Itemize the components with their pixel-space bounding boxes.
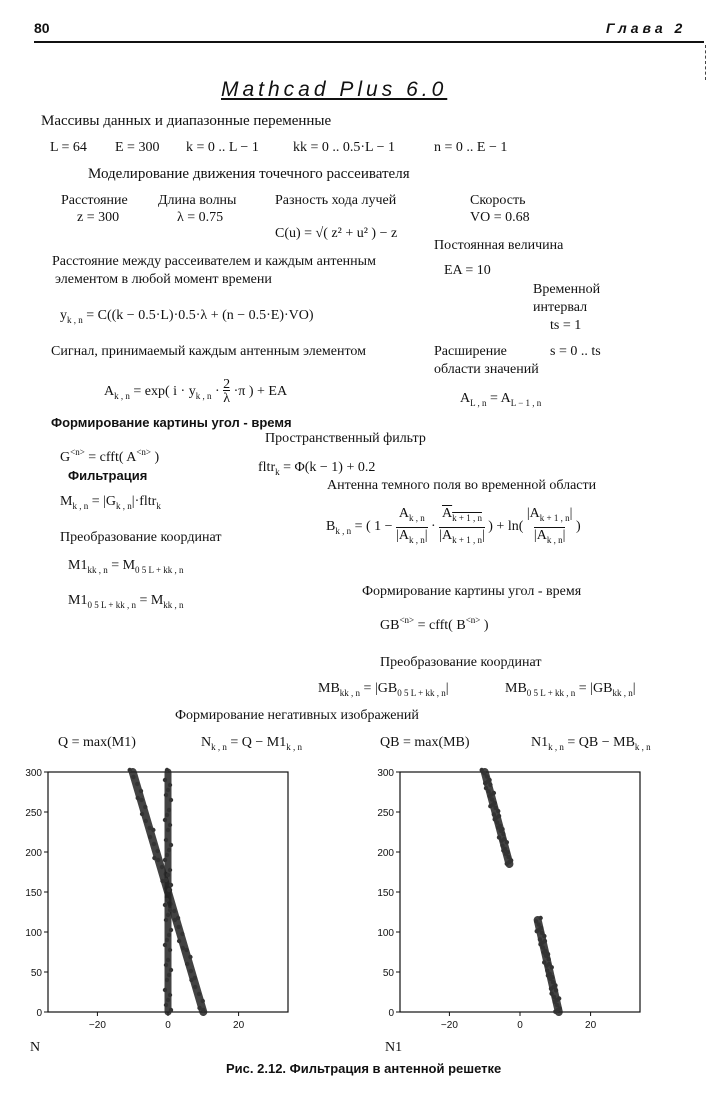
x-tick-label: 0: [517, 1020, 523, 1031]
data-point: [164, 878, 168, 882]
data-point: [163, 778, 167, 782]
extension-label-2: области значений: [434, 362, 539, 377]
section-distance-2: элементом в любой момент времени: [55, 272, 272, 287]
data-point: [168, 868, 172, 872]
data-point: [538, 916, 542, 920]
y-tick-label: 0: [388, 1008, 394, 1019]
data-point: [169, 928, 173, 932]
plot-frame: [400, 772, 640, 1012]
data-point: [168, 948, 172, 952]
data-point: [496, 809, 500, 813]
distance-label: Расстояние: [61, 193, 128, 208]
y-tick-label: 300: [25, 768, 42, 779]
data-point: [543, 939, 547, 943]
data-point: [169, 883, 173, 887]
time-interval-label-2: интервал: [533, 300, 588, 315]
data-point: [550, 965, 554, 969]
data-point: [169, 1008, 173, 1012]
y-tick-label: 100: [377, 928, 394, 939]
formula-k: k = 0 .. L − 1: [186, 140, 259, 155]
formula-cu: C(u) = √( z² + u² ) − z: [275, 226, 398, 241]
data-point: [501, 832, 505, 836]
data-point: [167, 848, 171, 852]
data-point: [166, 788, 170, 792]
formula-M1b: $M1_{0 5 L + kk , n} = M_{kk , n}$: [68, 593, 184, 610]
formula-N1: $N1_{k , n}$ = QB − $MB_{k , n}$: [531, 735, 651, 752]
data-point: [136, 796, 140, 800]
data-point: [164, 838, 168, 842]
formula-GB: $GB^{<n>}$ = cfft( $B^{<n>}$ ): [380, 615, 489, 633]
x-tick-label: 20: [233, 1020, 245, 1031]
y-tick-label: 100: [25, 928, 42, 939]
data-point: [131, 775, 135, 779]
data-point: [147, 826, 151, 830]
data-point: [167, 808, 171, 812]
data-point: [143, 805, 147, 809]
data-point: [189, 969, 193, 973]
data-point: [177, 939, 181, 943]
data-point: [488, 783, 492, 787]
data-point: [165, 978, 169, 982]
data-point: [163, 858, 167, 862]
data-point: [156, 858, 160, 862]
data-point: [163, 818, 167, 822]
data-point: [556, 1008, 560, 1012]
data-point: [164, 1003, 168, 1007]
data-point: [164, 793, 168, 797]
formula-fltr: fltr$_k$ = Φ(k − 1) + 0.2: [258, 460, 376, 477]
data-point: [152, 842, 156, 846]
section-filtration: Фильтрация: [68, 468, 148, 483]
data-point: [167, 888, 171, 892]
data-point: [163, 903, 167, 907]
data-point: [173, 918, 177, 922]
x-tick-label: −20: [88, 1020, 106, 1031]
data-point: [201, 1008, 205, 1012]
formula-MB2: $MB_{0 5 L + kk , n} = |GB_{kk , n}|$: [505, 681, 636, 698]
time-interval-label-1: Временной: [533, 282, 601, 297]
data-point: [165, 853, 169, 857]
formula-M1a: $M1_{kk , n} = M_{0 5 L + kk , n}$: [68, 558, 184, 575]
data-point: [201, 999, 205, 1003]
data-point: [165, 938, 169, 942]
data-point: [139, 789, 143, 793]
data-point: [152, 856, 156, 860]
tool-title: Mathcad Plus 6.0: [221, 78, 448, 101]
data-point: [546, 957, 550, 961]
extension-label-1: Расширение: [434, 344, 507, 359]
data-point: [165, 813, 169, 817]
y-tick-label: 250: [25, 808, 42, 819]
data-point: [172, 909, 176, 913]
data-point: [139, 798, 143, 802]
data-point: [168, 908, 172, 912]
section-picture-2: Формирование картины угол - время: [362, 584, 582, 599]
section-signal: Сигнал, принимаемый каждым антенным элементом: [51, 344, 367, 359]
chart-right: [370, 760, 670, 1060]
chart-left-xlabel: N: [30, 1040, 41, 1055]
x-tick-label: −20: [440, 1020, 458, 1031]
section-coord-1: Преобразование координат: [60, 530, 222, 545]
y-tick-label: 200: [377, 848, 394, 859]
formula-s: s = 0 .. ts: [550, 344, 601, 359]
data-point: [507, 860, 511, 864]
formula-z: z = 300: [77, 210, 120, 225]
data-point: [166, 828, 170, 832]
data-point: [166, 873, 170, 877]
data-point: [166, 998, 170, 1002]
chart-right-xlabel: N1: [385, 1040, 403, 1055]
y-tick-label: 300: [377, 768, 394, 779]
section-negative: Формирование негативных изображений: [175, 708, 419, 723]
data-point: [140, 812, 144, 816]
section-distance: Расстояние между рассеивателем и каждым антенным: [52, 254, 376, 269]
data-point: [163, 988, 167, 992]
data-point: [193, 985, 197, 989]
data-point: [542, 934, 546, 938]
data-point: [492, 791, 496, 795]
data-point: [160, 865, 164, 869]
section-coord-2: Преобразование координат: [380, 655, 542, 670]
formula-G: $G^{<n>}$ = cfft( $A^{<n>}$ ): [60, 447, 160, 465]
data-point: [557, 996, 561, 1000]
formula-ts: ts = 1: [550, 318, 582, 333]
data-point: [180, 932, 184, 936]
data-point: [167, 933, 171, 937]
formula-vo: VO = 0.68: [470, 210, 530, 225]
data-point: [168, 993, 172, 997]
header-rule: [34, 41, 704, 43]
data-point: [164, 918, 168, 922]
data-point: [169, 843, 173, 847]
formula-B: $B_{k , n}$ = ( $1 - \frac{A_{k , n}}{|A_{k , n}|} \cdot \frac{A_{k + 1 , n}}{|A_{k + 1 , n}|}$ ) + $\ln( \frac{|A_{k + 1 , n}|}{|A_{k , n}|}$ ): [326, 506, 581, 545]
formula-kk: kk = 0 .. 0.5·L − 1: [293, 140, 395, 155]
data-point: [197, 992, 201, 996]
section-dark-field: Антенна темного поля во временной области: [327, 478, 597, 493]
formula-N: $N_{k , n} = Q - M1_{k , n}$: [201, 735, 302, 752]
data-point: [164, 963, 168, 967]
y-tick-label: 250: [377, 808, 394, 819]
formula-A-ext: $A_{L , n} = A_{L - 1 , n}$: [460, 391, 542, 408]
formula-ea: EA = 10: [444, 263, 491, 278]
formula-M: $M_{k , n}$ = $|G_{k , n}|\cdot fltr_k$: [60, 494, 161, 511]
formula-lambda: λ = 0.75: [177, 210, 224, 225]
data-point: [181, 946, 185, 950]
formula-A: $A_{k , n} = \exp$( $i \cdot y_{k , n} \cdot \frac{2}{\lambda} \cdot\pi$ ) + EA: [104, 377, 288, 406]
formula-E: E = 300: [115, 140, 160, 155]
figure-caption: Рис. 2.12. Фильтрация в антенной решетке: [226, 1061, 502, 1076]
const-label: Постоянная величина: [434, 238, 564, 253]
data-point: [166, 958, 170, 962]
margin-mark: [705, 45, 707, 80]
path-diff-label: Разность хода лучей: [275, 193, 397, 208]
formula-MB1: $MB_{kk , n} = |GB_{0 5 L + kk , n}|$: [318, 681, 449, 698]
y-tick-label: 150: [377, 888, 394, 899]
section-picture-1: Формирование картины угол - время: [51, 415, 292, 430]
data-point: [184, 948, 188, 952]
wavelength-label: Длина волны: [158, 193, 237, 208]
y-tick-label: 50: [382, 968, 394, 979]
y-tick-label: 200: [25, 848, 42, 859]
section-modeling: Моделирование движения точечного рассеивателя: [88, 166, 410, 182]
data-point: [505, 840, 509, 844]
data-point: [135, 782, 139, 786]
data-point: [151, 828, 155, 832]
data-point: [144, 819, 148, 823]
data-point: [163, 943, 167, 947]
page-number: 80: [34, 20, 50, 36]
data-point: [168, 783, 172, 787]
data-point: [185, 962, 189, 966]
y-tick-label: 50: [30, 968, 42, 979]
formula-n: n = 0 .. E − 1: [434, 140, 508, 155]
formula-y: $y_{k , n} = C((k - 0.5\cdot L)\cdot 0.5\cdot\lambda + (n - 0.5\cdot E)\cdot VO)$: [60, 308, 314, 325]
data-point: [148, 835, 152, 839]
data-point: [169, 968, 173, 972]
x-tick-label: 0: [165, 1020, 171, 1031]
data-point: [497, 814, 501, 818]
data-point: [169, 798, 173, 802]
section-arrays: Массивы данных и диапазонные переменные: [41, 113, 332, 129]
formula-QB: QB = max(MB): [380, 735, 470, 750]
data-point: [165, 768, 169, 772]
y-tick-label: 0: [36, 1008, 42, 1019]
formula-L: L = 64: [50, 140, 87, 155]
data-point: [155, 849, 159, 853]
x-tick-label: 20: [585, 1020, 597, 1031]
speed-label: Скорость: [470, 193, 526, 208]
formula-Q: Q = max(M1): [58, 735, 136, 750]
data-point: [128, 768, 132, 772]
data-point: [168, 823, 172, 827]
data-point: [197, 1006, 201, 1010]
y-tick-label: 150: [25, 888, 42, 899]
section-spatial-filter: Пространственный фильтр: [265, 431, 426, 446]
chapter-label: Глава 2: [606, 20, 687, 36]
data-point: [188, 955, 192, 959]
data-point: [554, 988, 558, 992]
data-point: [176, 925, 180, 929]
data-point: [166, 913, 170, 917]
data-point: [165, 898, 169, 902]
chart-left: [18, 760, 318, 1060]
data-point: [167, 973, 171, 977]
data-point: [189, 978, 193, 982]
